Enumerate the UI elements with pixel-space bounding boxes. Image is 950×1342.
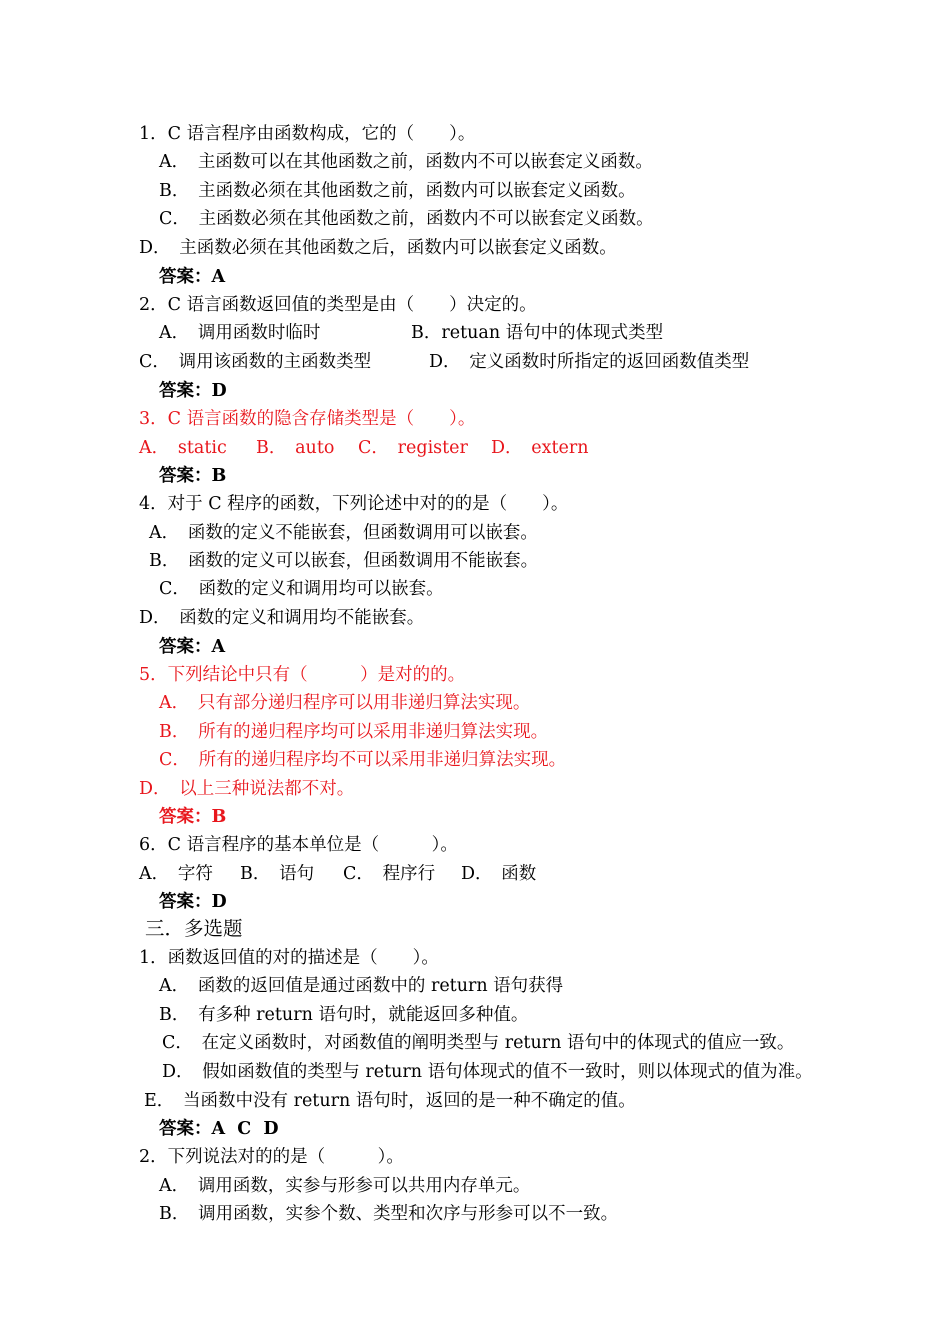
q1-option-b: B． 主函数必须在其他函数之前，函数内可以嵌套定义函数。 [159,181,636,201]
q6-answer: 答案：D [159,892,227,912]
q3-stem: 3．C 语言函数的隐含存储类型是（ ）。 [139,409,476,429]
q2-option-d: D． 定义函数时所指定的返回函数值类型 [429,352,750,372]
q5-answer: 答案：B [159,807,227,827]
q1-answer: 答案：A [159,267,226,287]
m1-option-a: A． 函数的返回值是通过函数中的 return 语句获得 [159,976,564,996]
q5-option-d: D． 以上三种说法都不对。 [139,779,355,799]
q1-option-c: C． 主函数必须在其他函数之前，函数内不可以嵌套定义函数。 [159,209,654,229]
q1-option-a: A． 主函数可以在其他函数之前，函数内不可以嵌套定义函数。 [159,152,653,172]
q2-option-c: C． 调用该函数的主函数类型 [139,352,372,372]
q6-option-b: B． 语句 [240,864,315,884]
m1-stem: 1．函数返回值的对的描述是（ ）。 [139,948,439,968]
q5-stem: 5．下列结论中只有（ ）是对的的。 [139,665,466,685]
m2-stem: 2．下列说法对的的是（ ）。 [139,1147,404,1167]
m1-option-e: E． 当函数中没有 return 语句时，返回的是一种不确定的值。 [144,1091,636,1111]
m2-option-b: B． 调用函数，实参个数、类型和次序与形参可以不一致。 [159,1204,619,1224]
q4-option-d: D． 函数的定义和调用均不能嵌套。 [139,608,425,628]
q3-option-b: B． auto [256,438,335,458]
q1-option-d: D． 主函数必须在其他函数之后，函数内可以嵌套定义函数。 [139,238,617,258]
q4-answer: 答案：A [159,637,226,657]
m1-option-b: B． 有多种 return 语句时，就能返回多种值。 [159,1005,529,1025]
q5-option-c: C． 所有的递归程序均不可以采用非递归算法实现。 [159,750,567,770]
q2-option-a: A． 调用函数时临时 [159,323,321,343]
m2-option-a: A． 调用函数，实参与形参可以共用内存单元。 [159,1176,531,1196]
q6-stem: 6．C 语言程序的基本单位是（ ）。 [139,835,458,855]
m1-answer: 答案：A C D [159,1119,279,1139]
q3-option-d: D． extern [491,438,589,458]
q3-answer: 答案：B [159,466,227,486]
section-heading: 三．多选题 [145,917,243,940]
q4-option-a: A． 函数的定义不能嵌套，但函数调用可以嵌套。 [149,523,538,543]
q5-option-a: A． 只有部分递归程序可以用非递归算法实现。 [159,693,531,713]
m1-option-d: D． 假如函数值的类型与 return 语句体现式的值不一致时，则以体现式的值为准。 [162,1062,813,1082]
q4-option-b: B． 函数的定义可以嵌套，但函数调用不能嵌套。 [149,551,539,571]
q2-answer: 答案：D [159,381,227,401]
q2-option-b: B．retuan 语句中的体现式类型 [411,323,664,343]
q6-option-a: A． 字符 [139,864,213,884]
q1-stem: 1．C 语言程序由函数构成，它的（ ）。 [139,124,476,144]
m1-option-c: C． 在定义函数时，对函数值的阐明类型与 return 语句中的体现式的值应一致。 [162,1033,795,1053]
q6-option-c: C． 程序行 [343,864,436,884]
q6-option-d: D． 函数 [461,864,537,884]
q2-stem: 2．C 语言函数返回值的类型是由（ ）决定的。 [139,295,537,315]
q3-option-c: C． register [358,438,468,458]
q4-option-c: C． 函数的定义和调用均可以嵌套。 [159,579,444,599]
q3-option-a: A． static [139,438,227,458]
q4-stem: 4．对于 C 程序的函数，下列论述中对的的是（ ）。 [139,494,569,514]
q5-option-b: B． 所有的递归程序均可以采用非递归算法实现。 [159,722,549,742]
